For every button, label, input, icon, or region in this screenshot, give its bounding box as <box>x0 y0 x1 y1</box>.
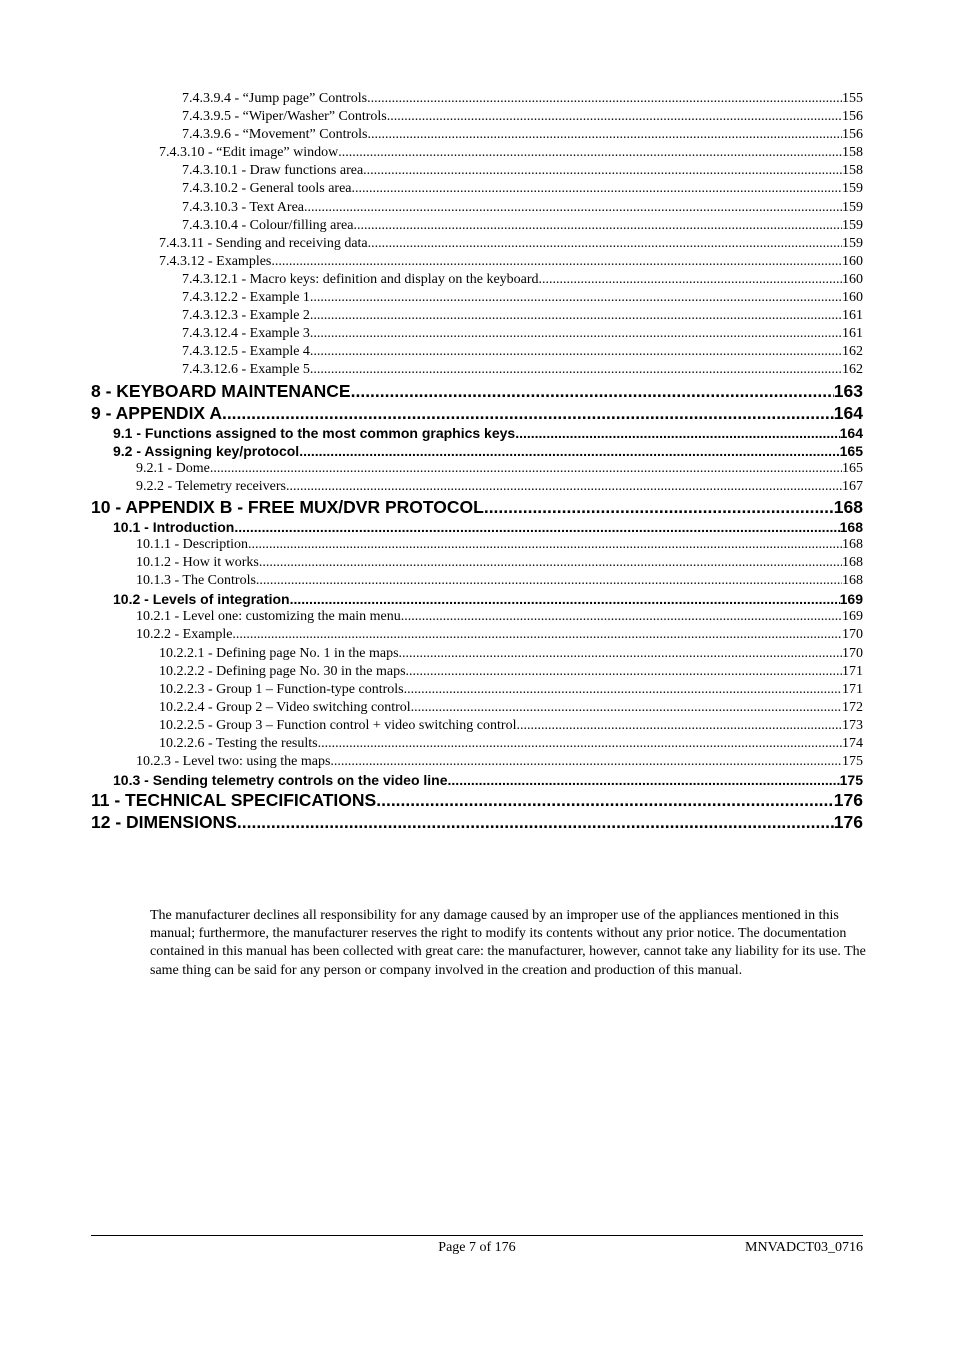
footer-divider <box>91 1235 863 1236</box>
toc-dot-leader <box>310 361 842 379</box>
toc-entry-title: 7.4.3.11 - Sending and receiving data <box>159 235 368 251</box>
toc-entry[interactable] <box>91 771 863 789</box>
toc-entry[interactable] <box>91 735 863 753</box>
toc-entry-title: 9.2.2 - Telemetry receivers <box>136 478 286 494</box>
toc-entry[interactable] <box>91 789 863 811</box>
toc-entry-page-number: 165 <box>842 460 863 476</box>
toc-entry-title: 7.4.3.12.2 - Example 1 <box>182 290 310 306</box>
toc-entry-title: 7.4.3.12.6 - Example 5 <box>182 362 310 378</box>
toc-dot-leader <box>352 180 843 198</box>
toc-entry-title: 7.4.3.12.1 - Macro keys: definition and display on the keyboard <box>182 271 539 287</box>
toc-dot-leader <box>318 735 842 753</box>
toc-entry[interactable] <box>91 289 863 307</box>
toc-entry-title: 10.2.2.4 - Group 2 – Video switching control <box>159 699 411 715</box>
toc-entry-page-number: 155 <box>842 91 863 106</box>
toc-entry[interactable] <box>91 180 863 198</box>
toc-dot-leader <box>248 536 842 554</box>
toc-entry[interactable] <box>91 235 863 253</box>
toc-entry-page-number: 171 <box>842 663 863 679</box>
toc-entry-page-number: 156 <box>842 127 863 143</box>
toc-dot-leader <box>299 442 839 460</box>
toc-entry[interactable] <box>91 343 863 361</box>
toc-entry-page-number: 159 <box>842 217 863 233</box>
toc-entry-title: 7.4.3.9.5 - “Wiper/Washer” Controls <box>182 109 387 125</box>
toc-dot-leader <box>232 626 842 644</box>
toc-entry[interactable] <box>91 460 863 478</box>
toc-dot-leader <box>256 572 842 590</box>
toc-dot-leader <box>404 681 842 699</box>
toc-dot-leader <box>411 699 842 717</box>
toc-entry-title: 9.1 - Functions assigned to the most common graphics keys <box>113 424 516 441</box>
toc-entry-page-number: 175 <box>839 772 863 789</box>
toc-dot-leader <box>310 325 842 343</box>
toc-entry-title: 7.4.3.10.1 - Draw functions area <box>182 163 364 179</box>
toc-entry[interactable] <box>91 811 863 833</box>
toc-entry[interactable] <box>91 663 863 681</box>
toc-entry-page-number: 162 <box>842 344 863 360</box>
toc-dot-leader <box>448 771 840 789</box>
toc-entry[interactable] <box>91 144 863 162</box>
toc-entry[interactable] <box>91 536 863 554</box>
toc-dot-leader <box>367 90 842 108</box>
toc-entry-page-number: 164 <box>839 424 863 441</box>
toc-dot-leader <box>222 402 834 424</box>
toc-entry[interactable] <box>91 162 863 180</box>
toc-entry-title: 10.2.2 - Example <box>136 627 233 643</box>
toc-entry-page-number: 158 <box>842 145 863 161</box>
toc-entry-title: 10.2.2.2 - Defining page No. 30 in the maps <box>159 663 406 679</box>
toc-entry-page-number: 174 <box>842 736 863 751</box>
toc-entry-page-number: 162 <box>842 362 863 378</box>
footer-page-number: Page 7 of 176 <box>438 1240 516 1255</box>
toc-entry-title: 7.4.3.10.4 - Colour/filling area <box>182 217 354 233</box>
toc-dot-leader <box>376 789 834 811</box>
toc-entry-page-number: 160 <box>842 290 863 306</box>
toc-entry-title: 10.1.2 - How it works <box>136 555 259 571</box>
toc-entry-page-number: 175 <box>842 754 863 770</box>
toc-entry-title: 10.2.3 - Level two: using the maps <box>136 754 331 770</box>
toc-dot-leader <box>367 126 842 144</box>
toc-dot-leader <box>234 518 839 536</box>
toc-entry-page-number: 170 <box>842 627 863 643</box>
toc-entry-page-number: 159 <box>842 199 863 215</box>
toc-entry[interactable] <box>91 380 863 402</box>
toc-entry-title: 9 - APPENDIX A <box>91 402 222 423</box>
toc-dot-leader <box>484 496 834 518</box>
toc-dot-leader <box>304 199 842 217</box>
toc-entry[interactable] <box>91 572 863 590</box>
toc-dot-leader <box>406 663 842 681</box>
toc-dot-leader <box>539 271 842 289</box>
toc-entry[interactable] <box>91 307 863 325</box>
toc-entry-page-number: 176 <box>833 812 863 833</box>
toc-entry-page-number: 173 <box>842 717 863 733</box>
toc-entry-title: 7.4.3.9.6 - “Movement” Controls <box>182 127 368 143</box>
toc-entry-title: 10.2.2.5 - Group 3 – Function control + video switching control <box>159 717 517 733</box>
toc-dot-leader <box>271 253 842 271</box>
toc-entry-page-number: 171 <box>842 681 863 697</box>
toc-entry-title: 10.1.1 - Description <box>136 536 248 552</box>
toc-entry[interactable] <box>91 199 863 217</box>
toc-dot-leader <box>368 235 842 253</box>
toc-entry-title: 11 - TECHNICAL SPECIFICATIONS <box>91 790 377 811</box>
toc-entry-page-number: 168 <box>833 496 863 517</box>
toc-dot-leader <box>353 217 842 235</box>
toc-entry-title: 10.3 - Sending telemetry controls on the video line <box>113 772 448 789</box>
disclaimer-paragraph: The manufacturer declines all responsibility for any damage caused by an improper use of the appliances mentioned in this manual; furthermore, the manufacturer reserves the right to modify its contents without any prior notice. The documentation contained in this manual has been collected with great care: the manufacturer, however, cannot take any liability for its use. The same thing can be said for any person or company involved in the creation and production of this manual. <box>150 908 866 978</box>
toc-dot-leader <box>399 645 842 663</box>
toc-dot-leader <box>330 753 842 771</box>
toc-dot-leader <box>290 590 840 608</box>
toc-entry-page-number: 169 <box>839 591 863 608</box>
toc-entry-title: 10.2.2.1 - Defining page No. 1 in the maps <box>159 645 399 661</box>
toc-entry[interactable] <box>91 518 863 536</box>
toc-entry[interactable] <box>91 90 863 108</box>
toc-entry[interactable] <box>91 442 863 460</box>
toc-entry-title: 12 - DIMENSIONS <box>91 812 237 833</box>
toc-entry-title: 10.2.1 - Level one: customizing the main menu <box>136 609 401 625</box>
toc-entry-page-number: 168 <box>842 536 863 552</box>
toc-entry[interactable] <box>91 753 863 771</box>
toc-entry-title: 7.4.3.10 - “Edit image” window <box>159 145 339 161</box>
toc-entry-title: 7.4.3.10.3 - Text Area <box>182 199 305 215</box>
toc-entry-page-number: 161 <box>842 326 863 342</box>
toc-dot-leader <box>310 307 842 325</box>
toc-dot-leader <box>401 608 842 626</box>
toc-entry[interactable] <box>91 402 863 424</box>
toc-dot-leader <box>237 811 834 833</box>
toc-entry[interactable] <box>91 253 863 271</box>
toc-entry-title: 10.1.3 - The Controls <box>136 573 256 589</box>
toc-dot-leader <box>310 343 842 361</box>
toc-entry-title: 7.4.3.12 - Examples <box>159 253 272 269</box>
toc-entry-page-number: 172 <box>842 699 863 715</box>
toc-entry-page-number: 170 <box>842 645 863 661</box>
toc-entry-page-number: 158 <box>842 163 863 179</box>
toc-entry[interactable] <box>91 496 863 518</box>
toc-dot-leader <box>338 144 842 162</box>
toc-entry-page-number: 169 <box>842 609 863 625</box>
toc-dot-leader <box>286 478 842 496</box>
toc-entry-page-number: 160 <box>842 271 863 287</box>
toc-entry-title: 7.4.3.9.4 - “Jump page” Controls <box>182 91 368 106</box>
toc-dot-leader <box>310 289 842 307</box>
toc-entry-title: 7.4.3.12.5 - Example 4 <box>182 344 310 360</box>
toc-entry[interactable] <box>91 126 863 144</box>
toc-entry[interactable] <box>91 361 863 379</box>
toc-entry-page-number: 156 <box>842 109 863 125</box>
toc-entry-title: 9.2 - Assigning key/protocol <box>113 442 300 459</box>
toc-entry-page-number: 159 <box>842 235 863 251</box>
toc-dot-leader <box>515 424 839 442</box>
toc-entry[interactable] <box>91 424 863 442</box>
toc-entry-page-number: 160 <box>842 253 863 269</box>
toc-entry-title: 10.1 - Introduction <box>113 518 235 535</box>
toc-entry[interactable] <box>91 717 863 735</box>
toc-entry-page-number: 168 <box>842 573 863 589</box>
toc-entry-title: 10.2.2.3 - Group 1 – Function-type controls <box>159 681 404 697</box>
toc-entry-page-number: 168 <box>839 518 863 535</box>
footer-document-code: MNVADCT03_0716 <box>745 1240 863 1255</box>
toc-dot-leader <box>210 460 842 478</box>
toc-entry[interactable] <box>91 608 863 626</box>
toc-entry-page-number: 159 <box>842 181 863 197</box>
toc-entry[interactable] <box>91 626 863 644</box>
toc-entry-page-number: 168 <box>842 555 863 571</box>
toc-entry-page-number: 161 <box>842 308 863 324</box>
toc-entry[interactable] <box>91 217 863 235</box>
toc-entry-page-number: 165 <box>839 442 863 459</box>
toc-entry-title: 10 - APPENDIX B - FREE MUX/DVR PROTOCOL <box>91 496 484 517</box>
toc-entry-title: 8 - KEYBOARD MAINTENANCE <box>91 380 351 401</box>
toc-entry-title: 9.2.1 - Dome <box>136 460 210 476</box>
toc-dot-leader <box>387 108 842 126</box>
toc-entry[interactable] <box>91 271 863 289</box>
toc-entry-title: 7.4.3.10.2 - General tools area <box>182 181 352 197</box>
toc-entry[interactable] <box>91 645 863 663</box>
table-of-contents <box>91 90 863 833</box>
toc-entry-page-number: 163 <box>833 380 863 401</box>
toc-entry[interactable] <box>91 325 863 343</box>
toc-entry[interactable] <box>91 554 863 572</box>
toc-entry-page-number: 164 <box>833 402 863 423</box>
toc-dot-leader <box>259 554 842 572</box>
toc-entry[interactable] <box>91 590 863 608</box>
toc-entry-title: 7.4.3.12.4 - Example 3 <box>182 326 310 342</box>
toc-entry-title: 10.2 - Levels of integration <box>113 591 290 608</box>
toc-entry[interactable] <box>91 699 863 717</box>
toc-dot-leader <box>351 380 834 402</box>
toc-entry[interactable] <box>91 108 863 126</box>
toc-entry-page-number: 176 <box>833 790 863 811</box>
toc-entry-title: 7.4.3.12.3 - Example 2 <box>182 308 310 324</box>
toc-dot-leader <box>516 717 842 735</box>
toc-entry-title: 10.2.2.6 - Testing the results <box>159 736 318 751</box>
toc-entry[interactable] <box>91 478 863 496</box>
toc-entry-page-number: 167 <box>842 478 863 494</box>
toc-entry[interactable] <box>91 681 863 699</box>
toc-dot-leader <box>363 162 842 180</box>
